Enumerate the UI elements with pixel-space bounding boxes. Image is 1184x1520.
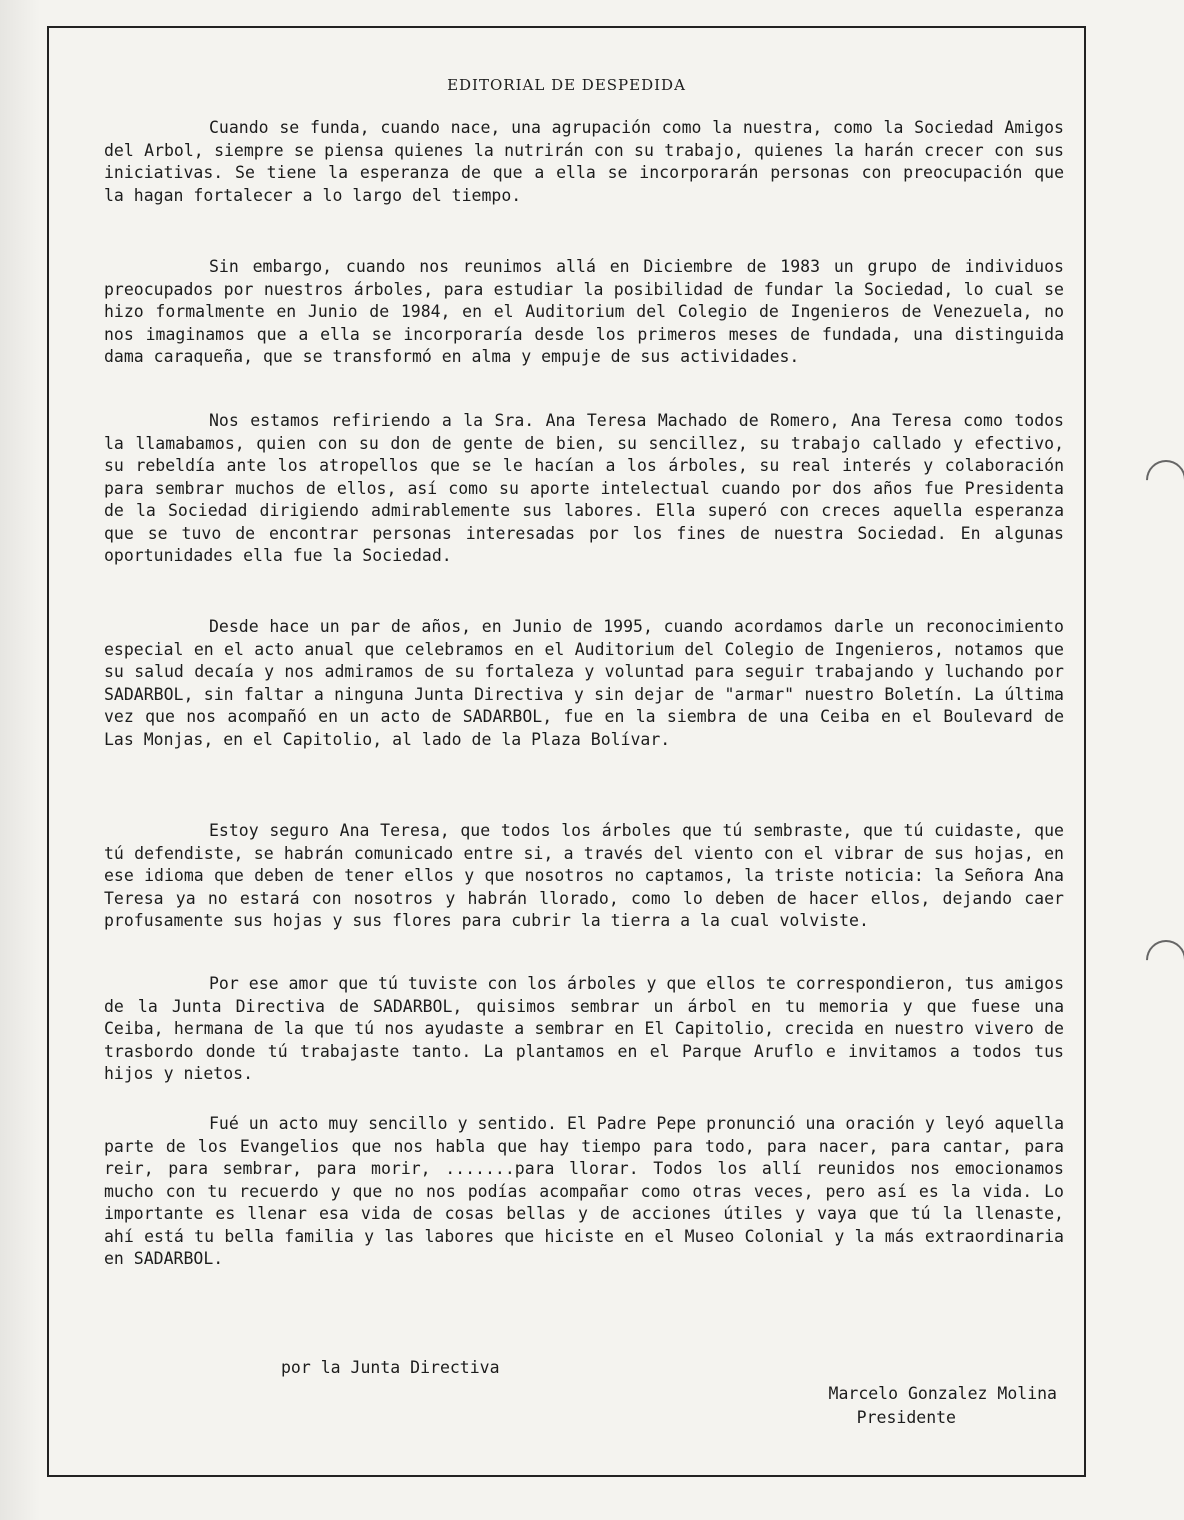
document-title: EDITORIAL DE DESPEDIDA: [447, 76, 686, 94]
paragraph-2: Sin embargo, cuando nos reunimos allá en Diciembre de 1983 un grupo de individuos preocupados por nuestros árboles, para estudiar la posibilidad de fundar la Sociedad, lo cual se hizo formalmente en Junio de 1984, en el Auditorium del Colegio de Ingenieros de Venezuela, no nos imaginamos que a ella se incorporaría desde los primeros meses de fundada, una distinguida dama caraqueña, que se transformó en alma y empuje de sus actividades.: [104, 257, 1064, 366]
paragraph-4: Desde hace un par de años, en Junio de 1995, cuando acordamos darle un reconocimiento especial en el acto anual que celebramos en el Auditorium del Colegio de Ingenieros, notamos que su salud decaía y nos admiramos de su fortaleza y voluntad para seguir trabajando y luchando por SADARBOL, sin faltar a ninguna Junta Directiva y sin dejar de "armar" nuestro Boletín. La última vez que nos acompañó en un acto de SADARBOL, fue en la siembra de una Ceiba en el Boulevard de Las Monjas, en el Capitolio, al lado de la Plaza Bolívar.: [104, 617, 1064, 749]
sign-off: por la Junta Directiva: [281, 1358, 500, 1377]
paragraph-6: Por ese amor que tú tuviste con los árboles y que ellos te correspondieron, tus amigos de la Junta Directiva de SADARBOL, quisimos sembrar un árbol en tu memoria y que fuese una Ceiba, hermana de la que tú nos ayudaste a sembrar en El Capitolio, crecida en nuestro vivero de trasbordo donde tú trabajaste tanto. La plantamos en el Parque Aruflo e invitamos a todos tus hijos y nietos.: [104, 974, 1064, 1083]
punch-hole-mark: [1138, 452, 1184, 509]
signer-name: Marcelo Gonzalez Molina: [828, 1384, 1057, 1403]
document-frame: [47, 26, 1086, 1477]
paragraph-5: Estoy seguro Ana Teresa, que todos los árboles que tú sembraste, que tú cuidaste, que tú defendiste, se habrán comunicado entre si, a través del viento con el vibrar de sus hojas, en ese idioma que deben de tener ellos y que nosotros no captamos, la triste noticia: la Señora Ana Teresa ya no estará con nosotros y habrán llorado, como lo deben de hacer ellos, dejando caer profusamente sus hojas y sus flores para cubrir la tierra a la cual volviste.: [104, 821, 1064, 930]
punch-hole-mark: [1138, 932, 1184, 989]
paragraph-3: Nos estamos refiriendo a la Sra. Ana Teresa Machado de Romero, Ana Teresa como todos la llamabamos, quien con su don de gente de bien, su sencillez, su trabajo callado y efectivo, su rebeldía ante los atropellos que se le hacían a los árboles, su real interés y colaboración para sembrar muchos de ellos, así como su aporte intelectual cuando por dos años fue Presidenta de la Sociedad dirigiendo admirablemente sus labores. Ella superó con creces aquella esperanza que se tuvo de encontrar personas interesadas por los fines de nuestra Sociedad. En algunas oportunidades ella fue la Sociedad.: [104, 411, 1064, 565]
paragraph-7: Fué un acto muy sencillo y sentido. El Padre Pepe pronunció una oración y leyó aquella parte de los Evangelios que nos habla que hay tiempo para todo, para nacer, para cantar, para reir, para sembrar, para morir, .......para llorar. Todos los allí reunidos nos emocionamos mucho con tu recuerdo y que no nos podías acompañar como otras veces, pero así es la vida. Lo importante es llenar esa vida de cosas bellas y de acciones útiles y vaya que tú la llenaste, ahí está tu bella familia y las labores que hiciste en el Museo Colonial y la más extraordinaria en SADARBOL.: [104, 1114, 1064, 1268]
scan-edge-shadow: [0, 0, 40, 1520]
paragraph-1: Cuando se funda, cuando nace, una agrupación como la nuestra, como la Sociedad Amigos del Arbol, siempre se piensa quienes la nutrirán con su trabajo, quienes la harán crecer con sus iniciativas. Se tiene la esperanza de que a ella se incorporarán personas con preocupación que la hagan fortalecer a lo largo del tiempo.: [104, 118, 1064, 205]
signer-role: Presidente: [856, 1408, 956, 1427]
